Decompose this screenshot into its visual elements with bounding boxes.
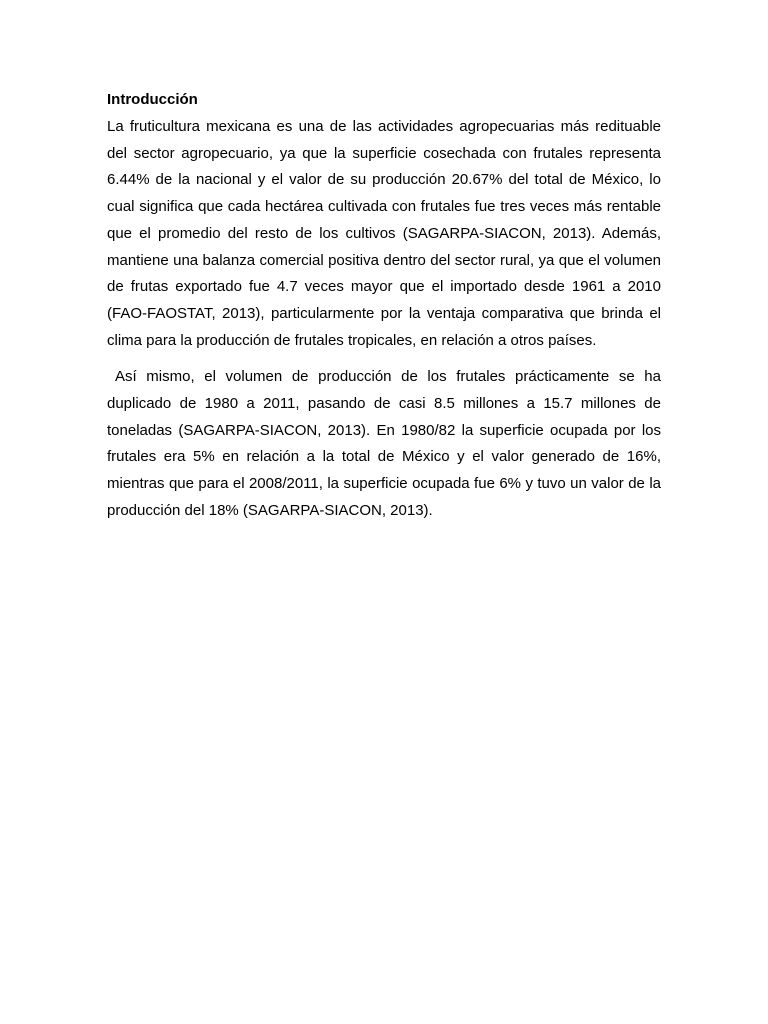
- section-heading: Introducción: [107, 91, 198, 108]
- paragraph-2: Así mismo, el volumen de producción de los frutales prácticamente se ha duplicado de 1980 a 2011, pasando de casi 8.5 millones a 15.7 millones de toneladas (SAGARPA-SIACON, 2013). En 1980/82 la superficie ocupada por los frutales era 5% en relación a la total de México y el valor generado de 16%, mientras que para el 2008/2011, la superficie ocupada fue 6% y tuvo un valor de la producción del 18% (SAGARPA-SIACON, 2013).: [107, 368, 661, 519]
- paragraph-1: La fruticultura mexicana es una de las actividades agropecuarias más redituable del sector agropecuario, ya que la superficie cosechada con frutales representa 6.44% de la nacional y el valor de su producción 20.67% del total de México, lo cual significa que cada hectárea cultivada con frutales fue tres veces más rentable que el promedio del resto de los cultivos (SAGARPA-SIACON, 2013). Además, mantiene una balanza comercial positiva dentro del sector rural, ya que el volumen de frutas exportado fue 4.7 veces mayor que el importado desde 1961 a 2010 (FAO-FAOSTAT, 2013), particularmente por la ventaja comparativa que brinda el clima para la producción de frutales tropicales, en relación a otros países.: [107, 118, 661, 349]
- document-body: [107, 89, 661, 525]
